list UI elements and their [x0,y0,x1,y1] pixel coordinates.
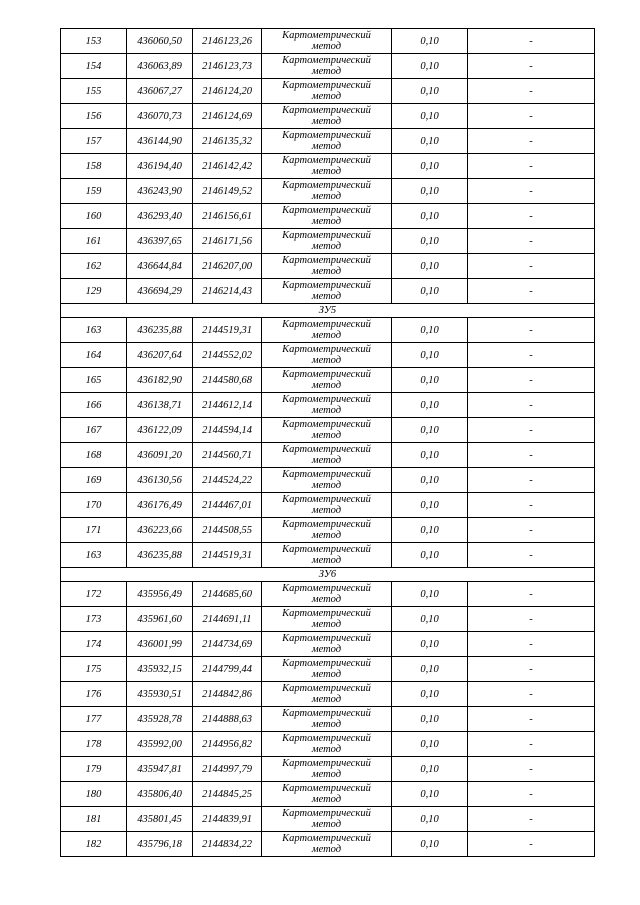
coordinates-table-body [61,29,595,857]
coord-x-cell: 436063,89 [127,54,193,79]
coord-y-cell: 2146156,61 [193,204,262,229]
coord-y-cell: 2146149,52 [193,179,262,204]
method-cell [262,732,392,757]
table-row [61,607,595,632]
method-cell [262,318,392,343]
coord-y-cell: 2144508,55 [193,518,262,543]
point-number-cell: 169 [61,468,127,493]
method-text: метод [311,330,342,341]
method-text: метод [311,455,342,466]
description-cell: - [468,757,595,782]
point-number-cell: 167 [61,418,127,443]
accuracy-cell: 0,10 [392,543,468,568]
method-cell [262,707,392,732]
method-text: Картометрический [282,583,371,594]
accuracy-cell: 0,10 [392,707,468,732]
description-cell: - [468,204,595,229]
method-text: Картометрический [282,180,371,191]
method-text: метод [311,694,342,705]
method-text: метод [311,91,342,102]
document-page [60,28,594,857]
point-number-cell: 172 [61,582,127,607]
coord-y-cell: 2144691,11 [193,607,262,632]
coord-x-cell: 436060,50 [127,29,193,54]
table-row [61,468,595,493]
table-row [61,204,595,229]
coord-y-cell: 2146214,43 [193,279,262,304]
description-cell: - [468,279,595,304]
method-text: Картометрический [282,369,371,380]
point-number-cell: 156 [61,104,127,129]
point-number-cell: 129 [61,279,127,304]
coord-y-cell: 2144594,14 [193,418,262,443]
description-cell: - [468,493,595,518]
coord-y-cell: 2146207,00 [193,254,262,279]
coord-x-cell: 436235,88 [127,318,193,343]
accuracy-cell: 0,10 [392,204,468,229]
point-number-cell: 181 [61,807,127,832]
point-number-cell: 168 [61,443,127,468]
method-text: Картометрический [282,683,371,694]
coord-x-cell: 436091,20 [127,443,193,468]
method-text: Картометрический [282,344,371,355]
method-cell [262,682,392,707]
method-text: метод [311,719,342,730]
method-cell [262,279,392,304]
description-cell: - [468,104,595,129]
method-text: метод [311,66,342,77]
coord-y-cell: 2144834,22 [193,832,262,857]
description-cell: - [468,393,595,418]
coord-y-cell: 2144842,86 [193,682,262,707]
description-cell: - [468,29,595,54]
description-cell: - [468,418,595,443]
coord-y-cell: 2144519,31 [193,543,262,568]
method-cell [262,832,392,857]
coord-x-cell: 435801,45 [127,807,193,832]
method-text: метод [311,430,342,441]
description-cell: - [468,632,595,657]
table-row [61,732,595,757]
method-cell [262,543,392,568]
table-row [61,493,595,518]
point-number-cell: 179 [61,757,127,782]
description-cell: - [468,732,595,757]
coord-x-cell: 436644,84 [127,254,193,279]
coord-y-cell: 2146171,56 [193,229,262,254]
method-text: Картометрический [282,105,371,116]
table-row [61,582,595,607]
table-row [61,29,595,54]
section-label: ЗУ5 [61,304,595,318]
table-row [61,782,595,807]
method-text: Картометрический [282,733,371,744]
coord-x-cell: 436194,40 [127,154,193,179]
coord-x-cell: 436235,88 [127,543,193,568]
point-number-cell: 154 [61,54,127,79]
accuracy-cell: 0,10 [392,343,468,368]
accuracy-cell: 0,10 [392,129,468,154]
point-number-cell: 155 [61,79,127,104]
method-cell [262,204,392,229]
description-cell: - [468,582,595,607]
method-text: Картометрический [282,808,371,819]
method-text: Картометрический [282,444,371,455]
coord-x-cell: 436070,73 [127,104,193,129]
method-text: метод [311,844,342,855]
method-cell [262,807,392,832]
point-number-cell: 157 [61,129,127,154]
coord-x-cell: 436122,09 [127,418,193,443]
point-number-cell: 166 [61,393,127,418]
accuracy-cell: 0,10 [392,254,468,279]
coord-x-cell: 435928,78 [127,707,193,732]
coord-y-cell: 2144519,31 [193,318,262,343]
description-cell: - [468,607,595,632]
accuracy-cell: 0,10 [392,104,468,129]
method-cell [262,368,392,393]
method-text: метод [311,530,342,541]
coord-y-cell: 2146142,42 [193,154,262,179]
accuracy-cell: 0,10 [392,179,468,204]
method-text: метод [311,116,342,127]
accuracy-cell: 0,10 [392,418,468,443]
point-number-cell: 163 [61,318,127,343]
accuracy-cell: 0,10 [392,318,468,343]
coord-y-cell: 2144524,22 [193,468,262,493]
method-text: Картометрический [282,394,371,405]
table-row [61,229,595,254]
accuracy-cell: 0,10 [392,493,468,518]
coord-x-cell: 436144,90 [127,129,193,154]
table-row [61,254,595,279]
point-number-cell: 178 [61,732,127,757]
method-text: метод [311,166,342,177]
method-text: Картометрический [282,280,371,291]
table-row [61,129,595,154]
method-cell [262,632,392,657]
method-cell [262,518,392,543]
method-text: Картометрический [282,783,371,794]
accuracy-cell: 0,10 [392,29,468,54]
coord-y-cell: 2144612,14 [193,393,262,418]
table-row [61,632,595,657]
method-text: метод [311,191,342,202]
description-cell: - [468,179,595,204]
table-row [61,393,595,418]
accuracy-cell: 0,10 [392,632,468,657]
coord-y-cell: 2146123,26 [193,29,262,54]
method-text: метод [311,669,342,680]
method-text: метод [311,266,342,277]
coord-x-cell: 436138,71 [127,393,193,418]
coord-x-cell: 436243,90 [127,179,193,204]
method-cell [262,443,392,468]
accuracy-cell: 0,10 [392,732,468,757]
method-text: метод [311,141,342,152]
coord-y-cell: 2144560,71 [193,443,262,468]
description-cell: - [468,343,595,368]
method-cell [262,757,392,782]
table-row [61,832,595,857]
point-number-cell: 177 [61,707,127,732]
coord-x-cell: 435992,00 [127,732,193,757]
table-row [61,154,595,179]
point-number-cell: 163 [61,543,127,568]
method-cell [262,29,392,54]
accuracy-cell: 0,10 [392,279,468,304]
accuracy-cell: 0,10 [392,518,468,543]
coord-x-cell: 436223,66 [127,518,193,543]
coord-x-cell: 436067,27 [127,79,193,104]
coord-x-cell: 435956,49 [127,582,193,607]
description-cell: - [468,782,595,807]
description-cell: - [468,368,595,393]
point-number-cell: 162 [61,254,127,279]
table-row [61,104,595,129]
table-row [61,707,595,732]
table-row [61,807,595,832]
description-cell: - [468,543,595,568]
coord-x-cell: 435930,51 [127,682,193,707]
accuracy-cell: 0,10 [392,757,468,782]
method-text: метод [311,480,342,491]
method-cell [262,582,392,607]
coord-y-cell: 2146135,32 [193,129,262,154]
method-cell [262,179,392,204]
method-text: метод [311,241,342,252]
method-cell [262,254,392,279]
method-text: метод [311,819,342,830]
coord-y-cell: 2144552,02 [193,343,262,368]
coordinates-table [60,28,595,857]
coord-y-cell: 2144685,60 [193,582,262,607]
coord-y-cell: 2144956,82 [193,732,262,757]
method-text: Картометрический [282,205,371,216]
accuracy-cell: 0,10 [392,782,468,807]
accuracy-cell: 0,10 [392,79,468,104]
coord-y-cell: 2144997,79 [193,757,262,782]
coord-y-cell: 2144734,69 [193,632,262,657]
coord-x-cell: 436001,99 [127,632,193,657]
point-number-cell: 171 [61,518,127,543]
description-cell: - [468,79,595,104]
table-row [61,418,595,443]
description-cell: - [468,657,595,682]
method-text: Картометрический [282,419,371,430]
method-text: Картометрический [282,30,371,41]
method-text: метод [311,380,342,391]
method-cell [262,104,392,129]
method-text: Картометрический [282,519,371,530]
method-cell [262,154,392,179]
coord-x-cell: 436130,56 [127,468,193,493]
description-cell: - [468,682,595,707]
description-cell: - [468,54,595,79]
description-cell: - [468,832,595,857]
coord-x-cell: 436176,49 [127,493,193,518]
point-number-cell: 153 [61,29,127,54]
method-text: Картометрический [282,255,371,266]
method-cell [262,343,392,368]
point-number-cell: 158 [61,154,127,179]
method-cell [262,129,392,154]
method-text: метод [311,41,342,52]
table-row [61,543,595,568]
method-cell [262,54,392,79]
table-row [61,179,595,204]
accuracy-cell: 0,10 [392,154,468,179]
coord-x-cell: 435796,18 [127,832,193,857]
coord-x-cell: 436694,29 [127,279,193,304]
coord-x-cell: 435961,60 [127,607,193,632]
point-number-cell: 175 [61,657,127,682]
coord-y-cell: 2146124,20 [193,79,262,104]
method-cell [262,393,392,418]
description-cell: - [468,154,595,179]
method-cell [262,493,392,518]
method-text: метод [311,355,342,366]
method-text: Картометрический [282,130,371,141]
accuracy-cell: 0,10 [392,229,468,254]
accuracy-cell: 0,10 [392,393,468,418]
method-text: метод [311,769,342,780]
table-row [61,757,595,782]
method-text: Картометрический [282,494,371,505]
method-cell [262,229,392,254]
table-row [61,318,595,343]
coord-y-cell: 2144888,63 [193,707,262,732]
coord-y-cell: 2144845,25 [193,782,262,807]
method-text: Картометрический [282,658,371,669]
point-number-cell: 165 [61,368,127,393]
description-cell: - [468,229,595,254]
method-text: Картометрический [282,469,371,480]
method-text: метод [311,216,342,227]
accuracy-cell: 0,10 [392,582,468,607]
method-text: Картометрический [282,80,371,91]
point-number-cell: 173 [61,607,127,632]
coord-y-cell: 2144467,01 [193,493,262,518]
method-text: метод [311,744,342,755]
table-row [61,682,595,707]
point-number-cell: 176 [61,682,127,707]
method-text: Картометрический [282,55,371,66]
description-cell: - [468,707,595,732]
method-cell [262,418,392,443]
table-row [61,343,595,368]
method-text: метод [311,644,342,655]
method-text: Картометрический [282,155,371,166]
coord-y-cell: 2144839,91 [193,807,262,832]
coord-x-cell: 436207,64 [127,343,193,368]
point-number-cell: 170 [61,493,127,518]
coord-x-cell: 435932,15 [127,657,193,682]
method-text: Картометрический [282,708,371,719]
accuracy-cell: 0,10 [392,682,468,707]
method-text: метод [311,794,342,805]
table-row [61,657,595,682]
description-cell: - [468,807,595,832]
table-row [61,79,595,104]
method-text: Картометрический [282,230,371,241]
point-number-cell: 159 [61,179,127,204]
method-text: метод [311,619,342,630]
accuracy-cell: 0,10 [392,54,468,79]
accuracy-cell: 0,10 [392,368,468,393]
point-number-cell: 174 [61,632,127,657]
table-row [61,279,595,304]
description-cell: - [468,468,595,493]
accuracy-cell: 0,10 [392,468,468,493]
method-text: метод [311,405,342,416]
method-text: метод [311,291,342,302]
method-cell [262,657,392,682]
description-cell: - [468,318,595,343]
description-cell: - [468,129,595,154]
method-cell [262,607,392,632]
section-header-row [61,568,595,582]
method-text: метод [311,505,342,516]
method-text: Картометрический [282,544,371,555]
coord-x-cell: 435806,40 [127,782,193,807]
table-row [61,443,595,468]
method-text: метод [311,594,342,605]
point-number-cell: 161 [61,229,127,254]
method-text: Картометрический [282,608,371,619]
table-row [61,518,595,543]
coord-x-cell: 436293,40 [127,204,193,229]
method-text: Картометрический [282,319,371,330]
accuracy-cell: 0,10 [392,807,468,832]
method-cell [262,79,392,104]
point-number-cell: 160 [61,204,127,229]
accuracy-cell: 0,10 [392,657,468,682]
coord-y-cell: 2144799,44 [193,657,262,682]
method-cell [262,468,392,493]
point-number-cell: 182 [61,832,127,857]
description-cell: - [468,254,595,279]
coord-x-cell: 436182,90 [127,368,193,393]
description-cell: - [468,518,595,543]
coord-y-cell: 2144580,68 [193,368,262,393]
accuracy-cell: 0,10 [392,443,468,468]
coord-x-cell: 436397,65 [127,229,193,254]
method-text: Картометрический [282,833,371,844]
section-label: ЗУ6 [61,568,595,582]
point-number-cell: 180 [61,782,127,807]
method-cell [262,782,392,807]
coord-y-cell: 2146123,73 [193,54,262,79]
section-header-row [61,304,595,318]
coord-x-cell: 435947,81 [127,757,193,782]
description-cell: - [468,443,595,468]
coord-y-cell: 2146124,69 [193,104,262,129]
method-text: Картометрический [282,633,371,644]
accuracy-cell: 0,10 [392,832,468,857]
point-number-cell: 164 [61,343,127,368]
method-text: Картометрический [282,758,371,769]
method-text: метод [311,555,342,566]
table-row [61,54,595,79]
accuracy-cell: 0,10 [392,607,468,632]
table-row [61,368,595,393]
